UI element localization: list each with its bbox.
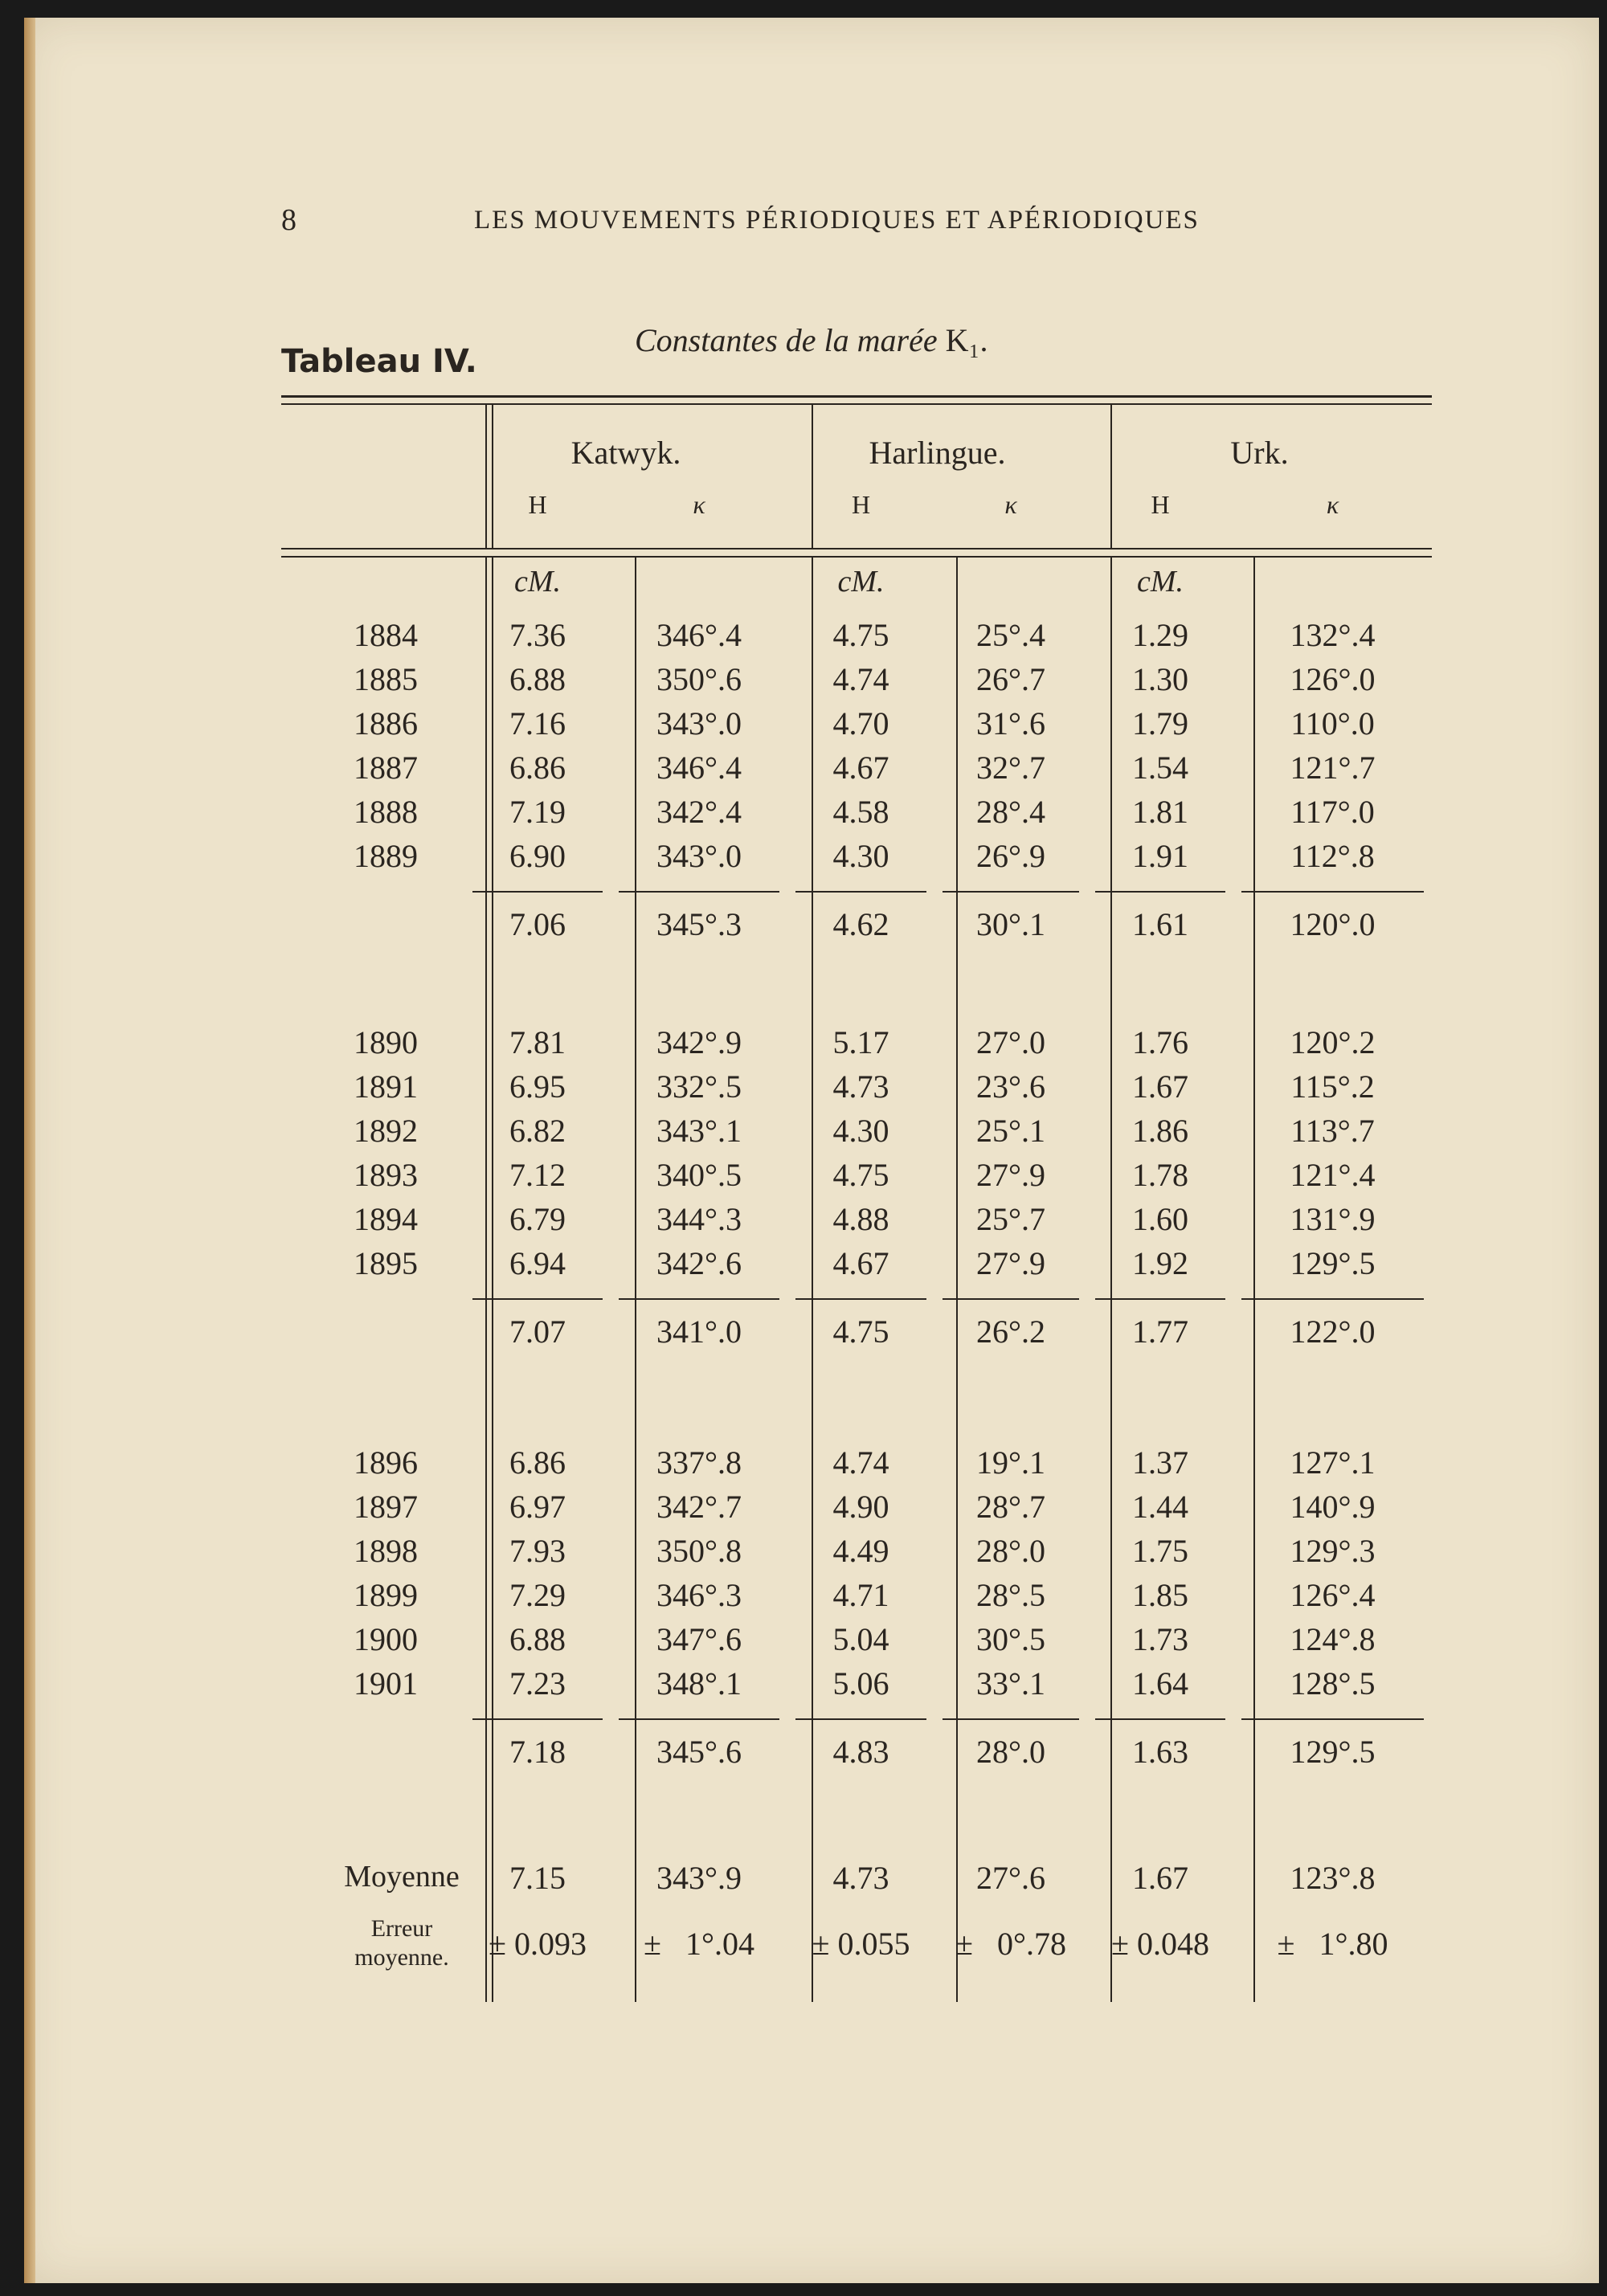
- value-cell: 4.67: [832, 750, 889, 786]
- moyenne-cell: 27°.6: [976, 1860, 1045, 1896]
- value-cell: 23°.6: [976, 1068, 1045, 1105]
- value-cell: 350°.8: [656, 1533, 742, 1569]
- value-cell: 31°.6: [976, 705, 1045, 742]
- subtotal-rule: [943, 1718, 1079, 1720]
- station-header: Urk.: [1230, 435, 1289, 471]
- value-cell: 1.64: [1132, 1665, 1188, 1702]
- value-cell: 342°.7: [656, 1489, 742, 1525]
- year-cell: 1889: [354, 838, 418, 874]
- value-cell: 4.71: [832, 1577, 889, 1613]
- page-header: [24, 202, 1599, 243]
- subtotal-rule: [943, 891, 1079, 893]
- value-cell: 343°.0: [656, 838, 742, 874]
- value-cell: 348°.1: [656, 1665, 742, 1702]
- value-cell: 6.82: [509, 1113, 566, 1149]
- moyenne-cell: 7.15: [509, 1860, 566, 1896]
- data-vrule-double: [485, 558, 487, 2002]
- value-cell: 6.79: [509, 1201, 566, 1237]
- value-cell: 1.79: [1132, 705, 1188, 742]
- table-label: Tableau IV.: [281, 343, 477, 380]
- data-vrule: [635, 558, 636, 2002]
- subtotal-rule: [619, 1718, 779, 1720]
- year-cell: 1884: [354, 617, 418, 653]
- value-cell: 4.70: [832, 705, 889, 742]
- value-cell: 19°.1: [976, 1444, 1045, 1481]
- erreur-cell: ± 0°.78: [955, 1926, 1066, 1962]
- value-cell: 112°.8: [1290, 838, 1375, 874]
- data-vrule: [956, 558, 958, 2002]
- header-rule-1: [281, 548, 1432, 549]
- value-cell: 28°.5: [976, 1577, 1045, 1613]
- value-cell: 6.88: [509, 661, 566, 697]
- data-vrule-double: [492, 558, 493, 2002]
- value-cell: 26°.9: [976, 838, 1045, 874]
- value-cell: 340°.5: [656, 1157, 742, 1193]
- subtotal-rule: [795, 1718, 926, 1720]
- erreur-label-2: moyenne.: [354, 1944, 449, 1971]
- subtotal-rule: [619, 1298, 779, 1300]
- column-subheader: κ: [1004, 490, 1017, 519]
- value-cell: 4.73: [832, 1068, 889, 1105]
- column-subheader: H: [1151, 490, 1170, 519]
- top-rule-1: [281, 395, 1432, 398]
- moyenne-cell: 343°.9: [656, 1860, 742, 1896]
- value-cell: 343°.0: [656, 705, 742, 742]
- value-cell: 33°.1: [976, 1665, 1045, 1702]
- value-cell: 4.74: [832, 661, 889, 697]
- value-cell: 28°.0: [976, 1533, 1045, 1569]
- value-cell: 27°.9: [976, 1245, 1045, 1281]
- value-cell: 342°.4: [656, 794, 742, 830]
- value-cell: 127°.1: [1290, 1444, 1376, 1481]
- value-cell: 128°.5: [1290, 1665, 1376, 1702]
- value-cell: 113°.7: [1290, 1113, 1375, 1149]
- value-cell: 4.30: [832, 838, 889, 874]
- header-rule-2: [281, 556, 1432, 558]
- year-cell: 1894: [354, 1201, 418, 1237]
- group-mean-cell: 30°.1: [976, 906, 1045, 942]
- value-cell: 1.67: [1132, 1068, 1188, 1105]
- value-cell: 1.76: [1132, 1024, 1188, 1060]
- column-subheader: H: [851, 490, 871, 519]
- value-cell: 117°.0: [1290, 794, 1375, 830]
- subtotal-rule: [795, 1298, 926, 1300]
- value-cell: 30°.5: [976, 1621, 1045, 1657]
- year-cell: 1893: [354, 1157, 418, 1193]
- value-cell: 26°.7: [976, 661, 1045, 697]
- value-cell: 1.30: [1132, 661, 1188, 697]
- value-cell: 342°.9: [656, 1024, 742, 1060]
- moyenne-cell: 1.67: [1132, 1860, 1188, 1896]
- header-vrule: [485, 405, 487, 548]
- value-cell: 1.44: [1132, 1489, 1188, 1525]
- table-title-symbol: K₁.: [945, 322, 988, 358]
- year-cell: 1887: [354, 750, 418, 786]
- value-cell: 131°.9: [1290, 1201, 1376, 1237]
- value-cell: 124°.8: [1290, 1621, 1376, 1657]
- value-cell: 140°.9: [1290, 1489, 1376, 1525]
- value-cell: 32°.7: [976, 750, 1045, 786]
- year-cell: 1900: [354, 1621, 418, 1657]
- value-cell: 132°.4: [1290, 617, 1376, 653]
- year-cell: 1895: [354, 1245, 418, 1281]
- value-cell: 6.90: [509, 838, 566, 874]
- value-cell: 346°.4: [656, 750, 742, 786]
- value-cell: 4.75: [832, 617, 889, 653]
- value-cell: 1.75: [1132, 1533, 1188, 1569]
- group-mean-cell: 4.75: [832, 1313, 889, 1350]
- group-mean-cell: 1.77: [1132, 1313, 1188, 1350]
- value-cell: 1.73: [1132, 1621, 1188, 1657]
- value-cell: 332°.5: [656, 1068, 742, 1105]
- group-mean-cell: 1.61: [1132, 906, 1188, 942]
- moyenne-cell: 4.73: [832, 1860, 889, 1896]
- group-mean-cell: 26°.2: [976, 1313, 1045, 1350]
- value-cell: 4.90: [832, 1489, 889, 1525]
- value-cell: 27°.0: [976, 1024, 1045, 1060]
- moyenne-cell: 123°.8: [1290, 1860, 1376, 1896]
- value-cell: 1.86: [1132, 1113, 1188, 1149]
- value-cell: 4.30: [832, 1113, 889, 1149]
- erreur-cell: ± 0.048: [1111, 1926, 1209, 1962]
- value-cell: 347°.6: [656, 1621, 742, 1657]
- subtotal-rule: [1241, 1298, 1424, 1300]
- table-title: [635, 321, 988, 359]
- value-cell: 1.91: [1132, 838, 1188, 874]
- header-vrule: [492, 405, 493, 548]
- unit-label: cM.: [513, 565, 562, 599]
- value-cell: 346°.3: [656, 1577, 742, 1613]
- group-mean-cell: 1.63: [1132, 1734, 1188, 1770]
- year-cell: 1896: [354, 1444, 418, 1481]
- erreur-cell: ± 0.055: [812, 1926, 910, 1962]
- value-cell: 1.85: [1132, 1577, 1188, 1613]
- erreur-cell: ± 0.093: [489, 1926, 587, 1962]
- value-cell: 7.16: [509, 705, 566, 742]
- value-cell: 1.81: [1132, 794, 1188, 830]
- year-cell: 1901: [354, 1665, 418, 1702]
- running-title: LES MOUVEMENTS PÉRIODIQUES ET APÉRIODIQUES: [474, 206, 1200, 235]
- year-cell: 1886: [354, 705, 418, 742]
- data-vrule: [1253, 558, 1255, 2002]
- value-cell: 121°.7: [1290, 750, 1376, 786]
- value-cell: 6.86: [509, 1444, 566, 1481]
- value-cell: 6.86: [509, 750, 566, 786]
- value-cell: 27°.9: [976, 1157, 1045, 1193]
- group-mean-cell: 7.07: [509, 1313, 566, 1350]
- year-cell: 1888: [354, 794, 418, 830]
- erreur-cell: ± 1°.04: [644, 1926, 754, 1962]
- subtotal-rule: [1095, 1298, 1225, 1300]
- column-subheader: H: [528, 490, 547, 519]
- year-cell: 1885: [354, 661, 418, 697]
- value-cell: 350°.6: [656, 661, 742, 697]
- value-cell: 28°.4: [976, 794, 1045, 830]
- value-cell: 25°.4: [976, 617, 1045, 653]
- subtotal-rule: [943, 1298, 1079, 1300]
- value-cell: 25°.7: [976, 1201, 1045, 1237]
- group-mean-cell: 28°.0: [976, 1734, 1045, 1770]
- subtotal-rule: [1095, 1718, 1225, 1720]
- value-cell: 5.04: [832, 1621, 889, 1657]
- subtotal-rule: [619, 891, 779, 893]
- value-cell: 110°.0: [1290, 705, 1375, 742]
- value-cell: 6.97: [509, 1489, 566, 1525]
- group-mean-cell: 4.83: [832, 1734, 889, 1770]
- value-cell: 5.06: [832, 1665, 889, 1702]
- erreur-cell: ± 1°.80: [1277, 1926, 1388, 1962]
- value-cell: 1.37: [1132, 1444, 1188, 1481]
- column-subheader: κ: [693, 490, 705, 519]
- value-cell: 7.93: [509, 1533, 566, 1569]
- value-cell: 129°.3: [1290, 1533, 1376, 1569]
- subtotal-rule: [1241, 891, 1424, 893]
- value-cell: 129°.5: [1290, 1245, 1376, 1281]
- value-cell: 346°.4: [656, 617, 742, 653]
- value-cell: 1.78: [1132, 1157, 1188, 1193]
- book-page: [24, 18, 1599, 2283]
- data-vrule: [812, 558, 813, 2002]
- year-cell: 1890: [354, 1024, 418, 1060]
- value-cell: 4.75: [832, 1157, 889, 1193]
- value-cell: 343°.1: [656, 1113, 742, 1149]
- erreur-label-1: Erreur: [370, 1915, 433, 1942]
- table-title-text: Constantes de la marée: [635, 322, 938, 358]
- value-cell: 7.12: [509, 1157, 566, 1193]
- value-cell: 120°.2: [1290, 1024, 1376, 1060]
- group-mean-cell: 345°.6: [656, 1734, 742, 1770]
- group-mean-cell: 7.06: [509, 906, 566, 942]
- year-cell: 1897: [354, 1489, 418, 1525]
- value-cell: 6.94: [509, 1245, 566, 1281]
- value-cell: 7.19: [509, 794, 566, 830]
- unit-label: cM.: [837, 565, 885, 599]
- moyenne-label: Moyenne: [344, 1860, 460, 1894]
- year-cell: 1892: [354, 1113, 418, 1149]
- group-mean-cell: 345°.3: [656, 906, 742, 942]
- group-mean-cell: 129°.5: [1290, 1734, 1376, 1770]
- value-cell: 126°.0: [1290, 661, 1376, 697]
- value-cell: 115°.2: [1290, 1068, 1375, 1105]
- subtotal-rule: [795, 891, 926, 893]
- value-cell: 337°.8: [656, 1444, 742, 1481]
- value-cell: 4.58: [832, 794, 889, 830]
- group-mean-cell: 341°.0: [656, 1313, 742, 1350]
- top-rule-2: [281, 403, 1432, 405]
- value-cell: 4.67: [832, 1245, 889, 1281]
- header-vrule: [812, 405, 813, 548]
- page-number: 8: [281, 203, 296, 237]
- value-cell: 4.74: [832, 1444, 889, 1481]
- page-spine: [24, 18, 35, 2283]
- value-cell: 342°.6: [656, 1245, 742, 1281]
- header-vrule: [1110, 405, 1112, 548]
- value-cell: 25°.1: [976, 1113, 1045, 1149]
- value-cell: 6.88: [509, 1621, 566, 1657]
- unit-label: cM.: [1136, 565, 1184, 599]
- data-vrule: [1110, 558, 1112, 2002]
- column-subheader: κ: [1326, 490, 1339, 519]
- year-cell: 1891: [354, 1068, 418, 1105]
- value-cell: 4.49: [832, 1533, 889, 1569]
- value-cell: 7.29: [509, 1577, 566, 1613]
- value-cell: 6.95: [509, 1068, 566, 1105]
- value-cell: 4.88: [832, 1201, 889, 1237]
- value-cell: 1.60: [1132, 1201, 1188, 1237]
- year-cell: 1898: [354, 1533, 418, 1569]
- value-cell: 344°.3: [656, 1201, 742, 1237]
- value-cell: 1.92: [1132, 1245, 1188, 1281]
- subtotal-rule: [1241, 1718, 1424, 1720]
- year-cell: 1899: [354, 1577, 418, 1613]
- value-cell: 1.54: [1132, 750, 1188, 786]
- value-cell: 5.17: [832, 1024, 889, 1060]
- value-cell: 1.29: [1132, 617, 1188, 653]
- value-cell: 7.23: [509, 1665, 566, 1702]
- value-cell: 126°.4: [1290, 1577, 1376, 1613]
- subtotal-rule: [1095, 891, 1225, 893]
- group-mean-cell: 7.18: [509, 1734, 566, 1770]
- value-cell: 7.36: [509, 617, 566, 653]
- value-cell: 121°.4: [1290, 1157, 1376, 1193]
- group-mean-cell: 120°.0: [1290, 906, 1376, 942]
- group-mean-cell: 122°.0: [1290, 1313, 1376, 1350]
- value-cell: 7.81: [509, 1024, 566, 1060]
- station-header: Katwyk.: [570, 435, 681, 471]
- station-header: Harlingue.: [869, 435, 1006, 471]
- group-mean-cell: 4.62: [832, 906, 889, 942]
- value-cell: 28°.7: [976, 1489, 1045, 1525]
